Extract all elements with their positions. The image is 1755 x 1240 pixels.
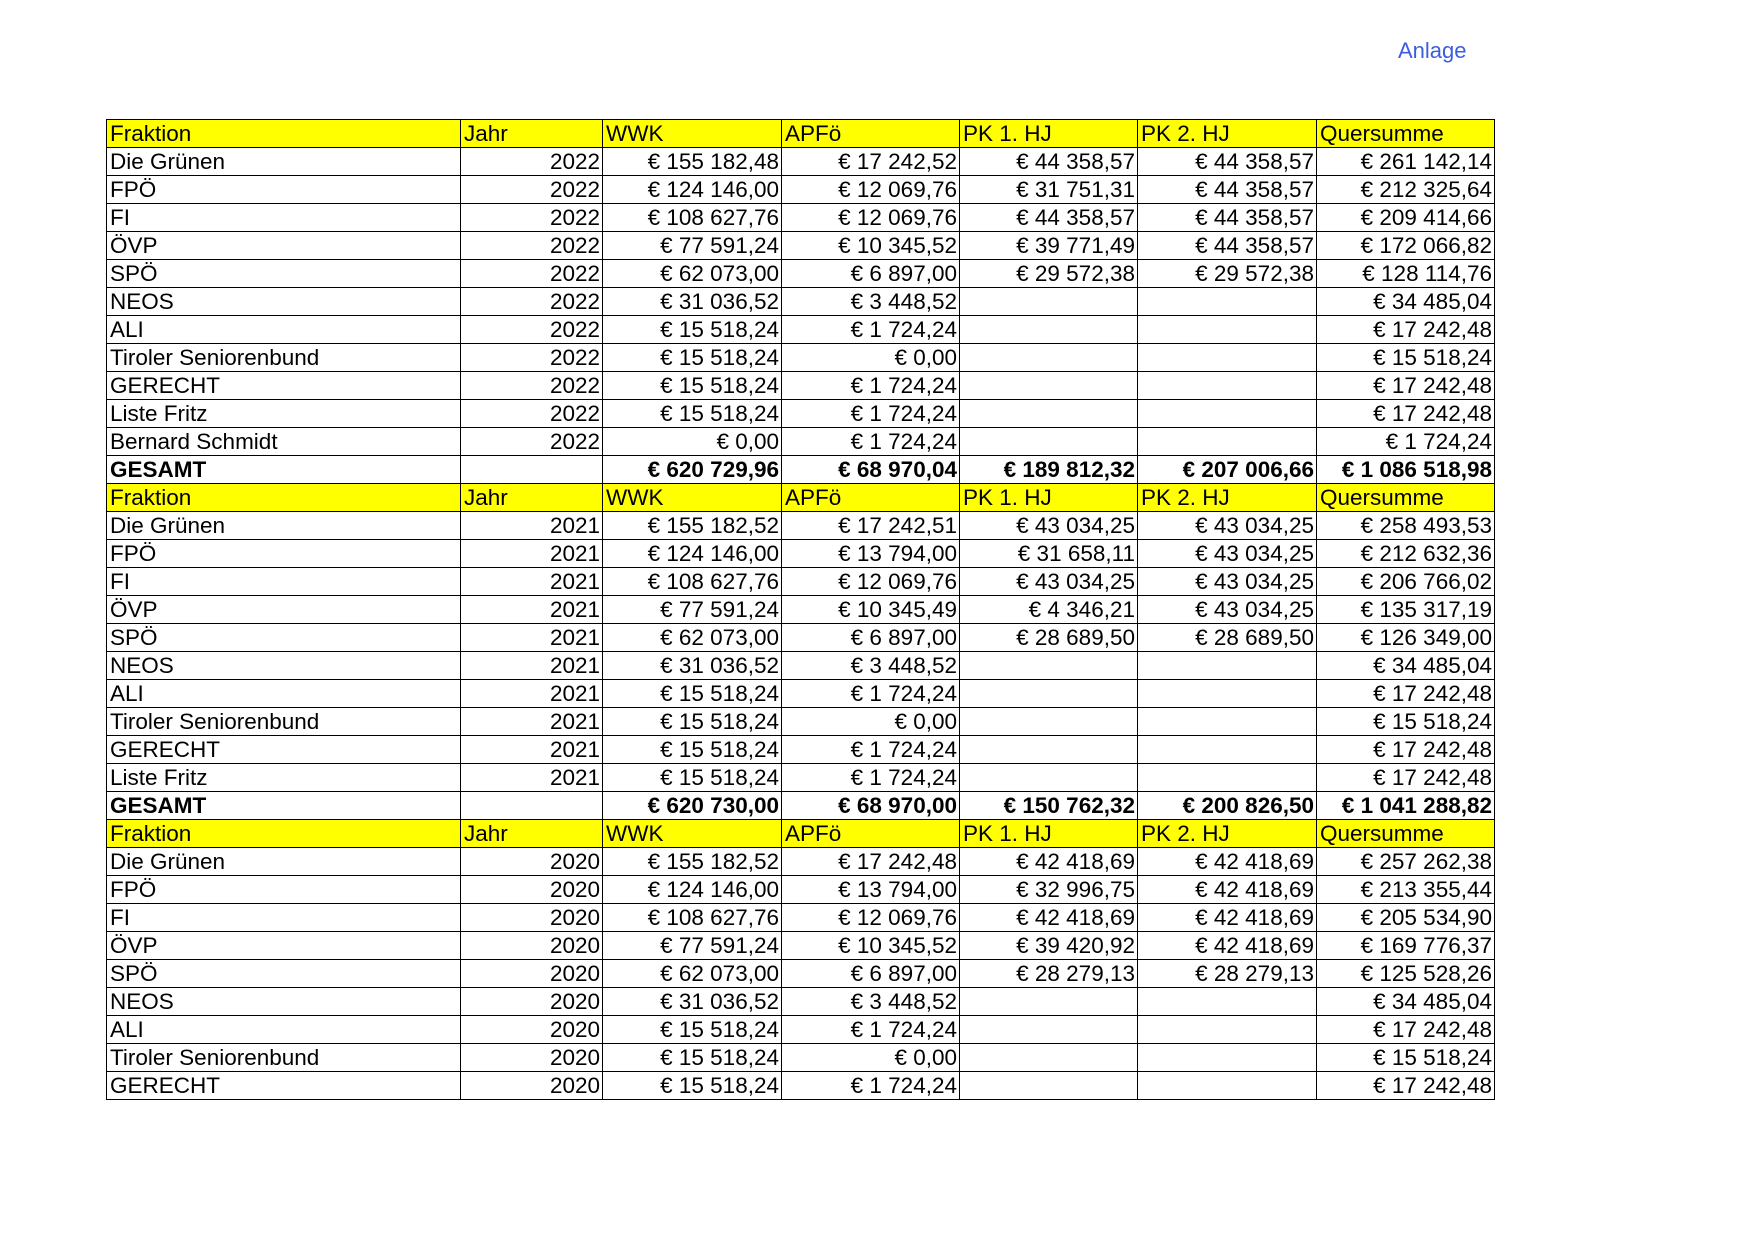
cell-jahr: 2020 (461, 876, 603, 904)
cell-pk2hj (1138, 316, 1317, 344)
cell-jahr: 2022 (461, 176, 603, 204)
cell-pk1hj (960, 764, 1138, 792)
cell-pk2hj (1138, 1072, 1317, 1100)
cell-apfoe: APFö (782, 820, 960, 848)
cell-pk2hj: € 43 034,25 (1138, 596, 1317, 624)
table-row (107, 176, 1495, 204)
cell-quersumme: € 15 518,24 (1317, 1044, 1495, 1072)
cell-pk2hj (1138, 736, 1317, 764)
table-row (107, 568, 1495, 596)
cell-quersumme: € 1 724,24 (1317, 428, 1495, 456)
cell-jahr: 2022 (461, 428, 603, 456)
cell-jahr: 2022 (461, 316, 603, 344)
cell-pk2hj: € 43 034,25 (1138, 540, 1317, 568)
cell-quersumme: € 17 242,48 (1317, 1072, 1495, 1100)
cell-jahr (461, 792, 603, 820)
table-header-row (107, 120, 1495, 148)
cell-apfoe: € 1 724,24 (782, 372, 960, 400)
table-row (107, 288, 1495, 316)
cell-pk1hj: € 39 771,49 (960, 232, 1138, 260)
cell-pk1hj: € 42 418,69 (960, 848, 1138, 876)
cell-quersumme: € 17 242,48 (1317, 1016, 1495, 1044)
cell-pk2hj: € 42 418,69 (1138, 932, 1317, 960)
cell-fraktion: ALI (107, 680, 461, 708)
cell-apfoe: € 1 724,24 (782, 316, 960, 344)
cell-pk1hj: € 39 420,92 (960, 932, 1138, 960)
cell-quersumme: € 34 485,04 (1317, 288, 1495, 316)
cell-jahr: 2021 (461, 596, 603, 624)
cell-jahr: Jahr (461, 820, 603, 848)
cell-apfoe: € 1 724,24 (782, 736, 960, 764)
cell-wwk: € 15 518,24 (603, 1072, 782, 1100)
cell-wwk: € 77 591,24 (603, 596, 782, 624)
cell-jahr: 2020 (461, 988, 603, 1016)
table-row (107, 904, 1495, 932)
cell-pk1hj: € 44 358,57 (960, 148, 1138, 176)
cell-apfoe: € 12 069,76 (782, 176, 960, 204)
cell-pk2hj (1138, 708, 1317, 736)
cell-quersumme: € 17 242,48 (1317, 764, 1495, 792)
table-row (107, 1016, 1495, 1044)
cell-quersumme: € 1 041 288,82 (1317, 792, 1495, 820)
cell-pk1hj: PK 1. HJ (960, 120, 1138, 148)
cell-pk1hj: € 4 346,21 (960, 596, 1138, 624)
cell-pk2hj: € 207 006,66 (1138, 456, 1317, 484)
cell-apfoe: € 6 897,00 (782, 260, 960, 288)
cell-fraktion: ÖVP (107, 232, 461, 260)
cell-pk2hj: € 44 358,57 (1138, 148, 1317, 176)
cell-apfoe: € 1 724,24 (782, 428, 960, 456)
cell-pk1hj: € 44 358,57 (960, 204, 1138, 232)
cell-pk2hj: € 43 034,25 (1138, 512, 1317, 540)
cell-pk2hj: PK 2. HJ (1138, 120, 1317, 148)
cell-jahr: 2020 (461, 932, 603, 960)
cell-jahr: 2021 (461, 540, 603, 568)
table-row (107, 344, 1495, 372)
cell-wwk: € 620 729,96 (603, 456, 782, 484)
cell-pk2hj: PK 2. HJ (1138, 484, 1317, 512)
cell-pk1hj: € 43 034,25 (960, 568, 1138, 596)
cell-fraktion: Fraktion (107, 484, 461, 512)
cell-fraktion: ÖVP (107, 932, 461, 960)
table-row (107, 680, 1495, 708)
cell-pk1hj (960, 1016, 1138, 1044)
table-row (107, 316, 1495, 344)
cell-pk2hj (1138, 400, 1317, 428)
cell-jahr: 2021 (461, 652, 603, 680)
cell-jahr: 2020 (461, 1016, 603, 1044)
cell-pk2hj (1138, 372, 1317, 400)
cell-apfoe: € 12 069,76 (782, 204, 960, 232)
cell-apfoe: € 6 897,00 (782, 960, 960, 988)
cell-pk2hj (1138, 1044, 1317, 1072)
cell-quersumme: € 125 528,26 (1317, 960, 1495, 988)
cell-wwk: € 15 518,24 (603, 316, 782, 344)
cell-jahr: 2020 (461, 960, 603, 988)
cell-apfoe: € 1 724,24 (782, 680, 960, 708)
cell-fraktion: NEOS (107, 288, 461, 316)
cell-pk2hj (1138, 1016, 1317, 1044)
cell-wwk: € 15 518,24 (603, 344, 782, 372)
cell-wwk: € 108 627,76 (603, 568, 782, 596)
cell-pk2hj (1138, 680, 1317, 708)
cell-pk2hj (1138, 764, 1317, 792)
cell-pk1hj: € 189 812,32 (960, 456, 1138, 484)
cell-jahr: 2021 (461, 764, 603, 792)
cell-fraktion: NEOS (107, 988, 461, 1016)
cell-jahr: 2022 (461, 232, 603, 260)
table-row (107, 988, 1495, 1016)
cell-apfoe: € 3 448,52 (782, 652, 960, 680)
cell-pk2hj: € 42 418,69 (1138, 904, 1317, 932)
cell-quersumme: € 128 114,76 (1317, 260, 1495, 288)
cell-quersumme: € 17 242,48 (1317, 400, 1495, 428)
cell-apfoe: € 3 448,52 (782, 988, 960, 1016)
cell-wwk: WWK (603, 484, 782, 512)
cell-jahr: 2021 (461, 624, 603, 652)
cell-pk2hj (1138, 344, 1317, 372)
cell-jahr: 2022 (461, 204, 603, 232)
cell-wwk: € 124 146,00 (603, 876, 782, 904)
cell-jahr (461, 456, 603, 484)
cell-wwk: € 15 518,24 (603, 680, 782, 708)
cell-pk1hj: € 28 279,13 (960, 960, 1138, 988)
cell-quersumme: € 15 518,24 (1317, 344, 1495, 372)
cell-fraktion: Tiroler Seniorenbund (107, 708, 461, 736)
cell-pk1hj (960, 652, 1138, 680)
total-row (107, 456, 1495, 484)
cell-fraktion: FPÖ (107, 176, 461, 204)
cell-wwk: € 124 146,00 (603, 540, 782, 568)
cell-quersumme: € 15 518,24 (1317, 708, 1495, 736)
cell-fraktion: FPÖ (107, 540, 461, 568)
cell-quersumme: € 206 766,02 (1317, 568, 1495, 596)
table-row (107, 204, 1495, 232)
cell-jahr: 2020 (461, 1072, 603, 1100)
cell-pk2hj: € 42 418,69 (1138, 876, 1317, 904)
cell-apfoe: € 10 345,49 (782, 596, 960, 624)
table-row (107, 1072, 1495, 1100)
cell-wwk: € 15 518,24 (603, 400, 782, 428)
cell-pk2hj: € 29 572,38 (1138, 260, 1317, 288)
table-row (107, 428, 1495, 456)
cell-apfoe: € 17 242,52 (782, 148, 960, 176)
cell-fraktion: GESAMT (107, 456, 461, 484)
cell-pk2hj (1138, 988, 1317, 1016)
cell-fraktion: GERECHT (107, 372, 461, 400)
cell-fraktion: GESAMT (107, 792, 461, 820)
cell-apfoe: € 17 242,48 (782, 848, 960, 876)
cell-pk1hj (960, 344, 1138, 372)
cell-pk1hj: € 29 572,38 (960, 260, 1138, 288)
cell-apfoe: € 1 724,24 (782, 764, 960, 792)
table-row (107, 764, 1495, 792)
cell-quersumme: € 172 066,82 (1317, 232, 1495, 260)
cell-quersumme: € 17 242,48 (1317, 372, 1495, 400)
cell-jahr: 2021 (461, 708, 603, 736)
cell-fraktion: Liste Fritz (107, 400, 461, 428)
cell-pk1hj (960, 988, 1138, 1016)
cell-jahr: 2020 (461, 1044, 603, 1072)
cell-apfoe: € 12 069,76 (782, 568, 960, 596)
cell-quersumme: € 17 242,48 (1317, 736, 1495, 764)
cell-jahr: 2022 (461, 148, 603, 176)
table-row (107, 540, 1495, 568)
table-row (107, 512, 1495, 540)
cell-jahr: 2022 (461, 372, 603, 400)
cell-fraktion: FI (107, 204, 461, 232)
cell-quersumme: € 258 493,53 (1317, 512, 1495, 540)
cell-quersumme: € 205 534,90 (1317, 904, 1495, 932)
cell-wwk: € 15 518,24 (603, 736, 782, 764)
cell-fraktion: FI (107, 904, 461, 932)
cell-wwk: € 124 146,00 (603, 176, 782, 204)
cell-jahr: 2021 (461, 680, 603, 708)
cell-pk2hj: € 43 034,25 (1138, 568, 1317, 596)
table-row (107, 848, 1495, 876)
cell-jahr: Jahr (461, 484, 603, 512)
cell-quersumme: € 17 242,48 (1317, 316, 1495, 344)
cell-pk2hj: € 28 689,50 (1138, 624, 1317, 652)
cell-quersumme: € 34 485,04 (1317, 988, 1495, 1016)
cell-wwk: € 15 518,24 (603, 1016, 782, 1044)
cell-quersumme: € 1 086 518,98 (1317, 456, 1495, 484)
cell-quersumme: € 135 317,19 (1317, 596, 1495, 624)
cell-pk1hj (960, 1044, 1138, 1072)
cell-fraktion: FI (107, 568, 461, 596)
table-row (107, 596, 1495, 624)
cell-fraktion: SPÖ (107, 624, 461, 652)
cell-quersumme: € 126 349,00 (1317, 624, 1495, 652)
cell-fraktion: FPÖ (107, 876, 461, 904)
cell-fraktion: Tiroler Seniorenbund (107, 1044, 461, 1072)
cell-wwk: € 77 591,24 (603, 232, 782, 260)
cell-wwk: € 15 518,24 (603, 1044, 782, 1072)
cell-fraktion: ALI (107, 1016, 461, 1044)
cell-pk1hj: € 43 034,25 (960, 512, 1138, 540)
cell-wwk: € 155 182,52 (603, 848, 782, 876)
cell-fraktion: Bernard Schmidt (107, 428, 461, 456)
cell-jahr: 2022 (461, 260, 603, 288)
cell-pk1hj (960, 288, 1138, 316)
cell-quersumme: € 169 776,37 (1317, 932, 1495, 960)
table-row (107, 372, 1495, 400)
cell-fraktion: ALI (107, 316, 461, 344)
cell-wwk: € 31 036,52 (603, 652, 782, 680)
cell-pk2hj: € 44 358,57 (1138, 232, 1317, 260)
cell-apfoe: € 10 345,52 (782, 232, 960, 260)
table-header-row (107, 484, 1495, 512)
cell-quersumme: € 209 414,66 (1317, 204, 1495, 232)
cell-apfoe: APFö (782, 484, 960, 512)
cell-apfoe: € 1 724,24 (782, 1072, 960, 1100)
cell-pk2hj: PK 2. HJ (1138, 820, 1317, 848)
cell-apfoe: € 1 724,24 (782, 400, 960, 428)
table-row (107, 260, 1495, 288)
cell-pk1hj (960, 1072, 1138, 1100)
cell-apfoe: € 6 897,00 (782, 624, 960, 652)
total-row (107, 792, 1495, 820)
cell-quersumme: € 212 632,36 (1317, 540, 1495, 568)
cell-pk2hj: € 28 279,13 (1138, 960, 1317, 988)
cell-wwk: € 31 036,52 (603, 988, 782, 1016)
cell-apfoe: € 13 794,00 (782, 876, 960, 904)
cell-pk1hj: € 32 996,75 (960, 876, 1138, 904)
cell-jahr: 2020 (461, 848, 603, 876)
cell-apfoe: € 1 724,24 (782, 1016, 960, 1044)
cell-pk2hj (1138, 428, 1317, 456)
cell-fraktion: Die Grünen (107, 848, 461, 876)
cell-fraktion: NEOS (107, 652, 461, 680)
cell-pk1hj: € 31 658,11 (960, 540, 1138, 568)
cell-wwk: € 108 627,76 (603, 204, 782, 232)
cell-pk1hj (960, 428, 1138, 456)
cell-quersumme: € 261 142,14 (1317, 148, 1495, 176)
cell-pk1hj (960, 316, 1138, 344)
cell-fraktion: Liste Fritz (107, 764, 461, 792)
cell-wwk: € 77 591,24 (603, 932, 782, 960)
cell-jahr: 2022 (461, 344, 603, 372)
cell-jahr: 2022 (461, 288, 603, 316)
cell-jahr: 2021 (461, 736, 603, 764)
cell-apfoe: € 0,00 (782, 1044, 960, 1072)
cell-fraktion: Fraktion (107, 820, 461, 848)
cell-wwk: € 108 627,76 (603, 904, 782, 932)
table-row (107, 232, 1495, 260)
cell-wwk: € 620 730,00 (603, 792, 782, 820)
cell-fraktion: Die Grünen (107, 148, 461, 176)
cell-fraktion: Die Grünen (107, 512, 461, 540)
cell-jahr: Jahr (461, 120, 603, 148)
table-row (107, 736, 1495, 764)
cell-fraktion: GERECHT (107, 1072, 461, 1100)
table-row (107, 1044, 1495, 1072)
cell-pk1hj: PK 1. HJ (960, 484, 1138, 512)
cell-fraktion: ÖVP (107, 596, 461, 624)
cell-fraktion: SPÖ (107, 960, 461, 988)
cell-apfoe: € 12 069,76 (782, 904, 960, 932)
cell-wwk: € 15 518,24 (603, 764, 782, 792)
cell-pk1hj: € 28 689,50 (960, 624, 1138, 652)
cell-pk2hj: € 44 358,57 (1138, 176, 1317, 204)
cell-pk1hj: € 150 762,32 (960, 792, 1138, 820)
table-row (107, 932, 1495, 960)
table-row (107, 624, 1495, 652)
cell-wwk: € 15 518,24 (603, 372, 782, 400)
funding-table (106, 119, 1495, 1100)
cell-pk2hj: € 44 358,57 (1138, 204, 1317, 232)
cell-wwk: € 155 182,52 (603, 512, 782, 540)
table-header-row (107, 820, 1495, 848)
cell-quersumme: € 257 262,38 (1317, 848, 1495, 876)
cell-wwk: € 15 518,24 (603, 708, 782, 736)
cell-pk2hj (1138, 288, 1317, 316)
cell-wwk: WWK (603, 820, 782, 848)
table-row (107, 148, 1495, 176)
cell-wwk: € 0,00 (603, 428, 782, 456)
cell-quersumme: € 17 242,48 (1317, 680, 1495, 708)
cell-pk2hj: € 42 418,69 (1138, 848, 1317, 876)
cell-pk1hj: € 31 751,31 (960, 176, 1138, 204)
cell-quersumme: € 213 355,44 (1317, 876, 1495, 904)
cell-pk1hj (960, 372, 1138, 400)
cell-jahr: 2022 (461, 400, 603, 428)
table-body (107, 120, 1495, 1100)
cell-pk2hj: € 200 826,50 (1138, 792, 1317, 820)
cell-apfoe: € 17 242,51 (782, 512, 960, 540)
cell-apfoe: € 3 448,52 (782, 288, 960, 316)
cell-wwk: WWK (603, 120, 782, 148)
cell-quersumme: Quersumme (1317, 820, 1495, 848)
cell-jahr: 2021 (461, 512, 603, 540)
cell-apfoe: € 0,00 (782, 344, 960, 372)
cell-fraktion: SPÖ (107, 260, 461, 288)
cell-apfoe: APFö (782, 120, 960, 148)
cell-pk1hj: € 42 418,69 (960, 904, 1138, 932)
cell-wwk: € 31 036,52 (603, 288, 782, 316)
cell-apfoe: € 68 970,00 (782, 792, 960, 820)
cell-quersumme: € 212 325,64 (1317, 176, 1495, 204)
cell-quersumme: Quersumme (1317, 484, 1495, 512)
cell-pk1hj (960, 400, 1138, 428)
cell-pk2hj (1138, 652, 1317, 680)
cell-pk1hj (960, 736, 1138, 764)
cell-wwk: € 155 182,48 (603, 148, 782, 176)
cell-wwk: € 62 073,00 (603, 260, 782, 288)
cell-pk1hj: PK 1. HJ (960, 820, 1138, 848)
cell-fraktion: Fraktion (107, 120, 461, 148)
cell-pk1hj (960, 680, 1138, 708)
anlage-link[interactable]: Anlage (1398, 38, 1467, 63)
cell-pk1hj (960, 708, 1138, 736)
table-row (107, 960, 1495, 988)
cell-apfoe: € 0,00 (782, 708, 960, 736)
cell-jahr: 2021 (461, 568, 603, 596)
cell-wwk: € 62 073,00 (603, 624, 782, 652)
cell-apfoe: € 10 345,52 (782, 932, 960, 960)
table-row (107, 400, 1495, 428)
cell-wwk: € 62 073,00 (603, 960, 782, 988)
cell-quersumme: Quersumme (1317, 120, 1495, 148)
cell-apfoe: € 68 970,04 (782, 456, 960, 484)
cell-fraktion: GERECHT (107, 736, 461, 764)
table-row (107, 652, 1495, 680)
cell-apfoe: € 13 794,00 (782, 540, 960, 568)
table-row (107, 708, 1495, 736)
table-row (107, 876, 1495, 904)
cell-quersumme: € 34 485,04 (1317, 652, 1495, 680)
cell-jahr: 2020 (461, 904, 603, 932)
cell-fraktion: Tiroler Seniorenbund (107, 344, 461, 372)
